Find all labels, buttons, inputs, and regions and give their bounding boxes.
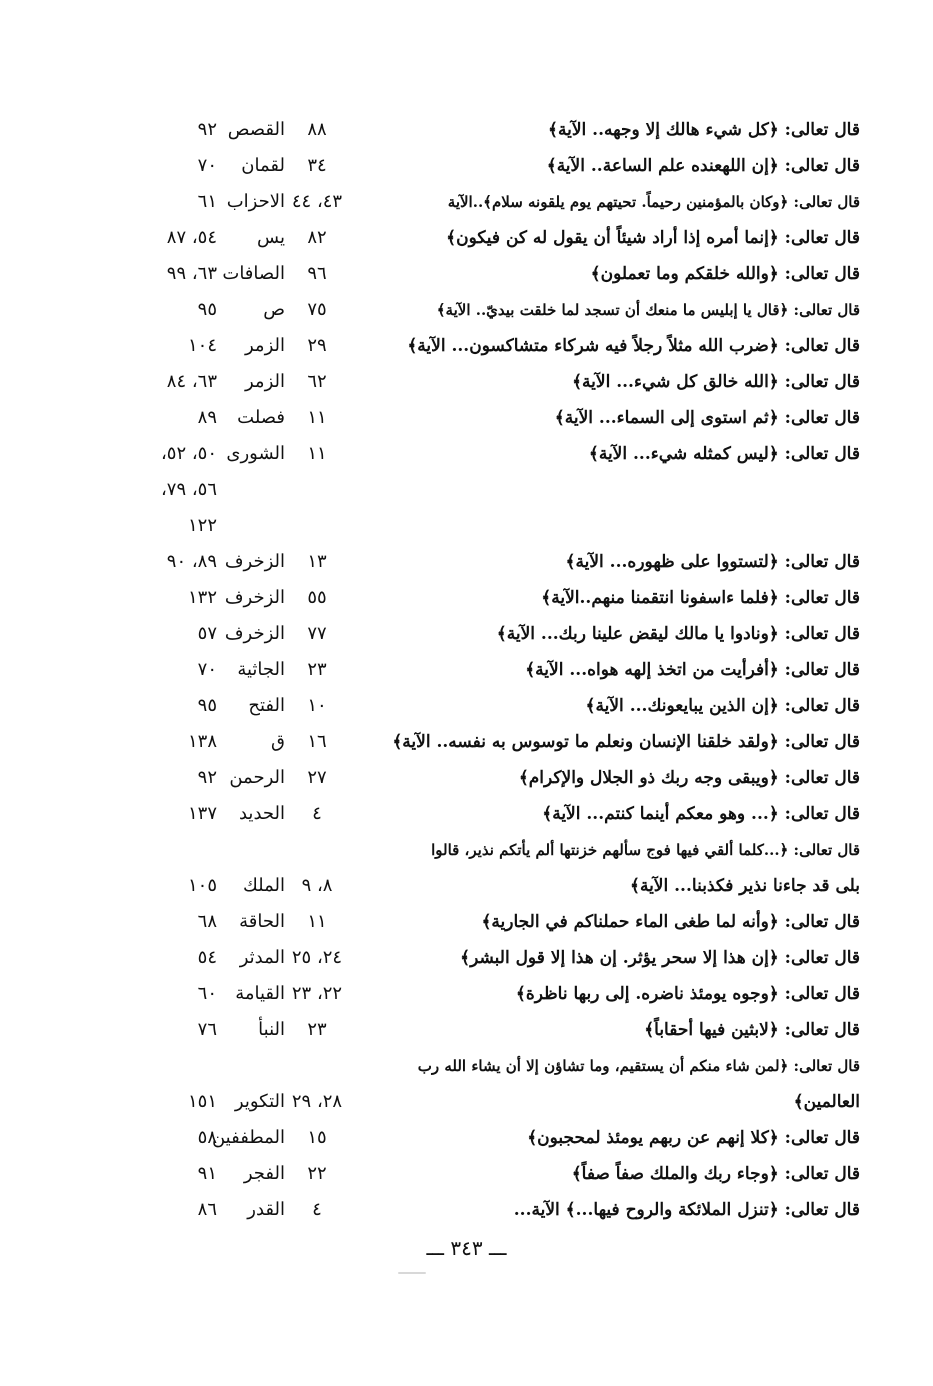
surah-name: الرحمن xyxy=(229,767,285,788)
ayah-number: ٢٣ xyxy=(307,1019,327,1040)
page-references: ١٢٢ xyxy=(187,515,217,536)
ayah-number xyxy=(277,508,357,544)
verse-text: قال تعالى: ﴿إن هذا إلا سحر يؤثر. إن هذا إلا قول البشر﴾ xyxy=(460,948,860,968)
ayah-number: ٣٤ xyxy=(307,155,327,176)
page-references: ٥٤، ٨٧ xyxy=(166,227,217,248)
ayah-number: ٧٥ xyxy=(307,299,327,320)
index-row xyxy=(0,1120,933,1156)
index-row xyxy=(0,832,933,868)
surah-name: الزخرف xyxy=(224,551,285,572)
page-references: ١٣٧ xyxy=(187,803,217,824)
verse-text: قال تعالى: ﴿ثم استوى إلى السماء... الآية﴾ xyxy=(554,408,860,428)
surah-name: الزمر xyxy=(245,335,285,356)
verse-text: قال تعالى: ﴿وأنه لما طغى الماء حملناكم في الجارية﴾ xyxy=(481,912,860,932)
index-row xyxy=(0,796,933,832)
ayah-number: ٢٧ xyxy=(307,767,327,788)
page-references: ٨٩، ٩٠ xyxy=(166,551,217,572)
ayah-number: ١١ xyxy=(307,911,327,932)
index-row xyxy=(0,580,933,616)
page-references: ٥٦، ٧٩، xyxy=(160,479,217,500)
surah-name: يس xyxy=(257,227,285,248)
surah-name: المدثر xyxy=(239,947,285,968)
surah-name: الحديد xyxy=(238,803,285,824)
index-row xyxy=(0,184,933,220)
ayah-number: ٨٢ xyxy=(307,227,327,248)
verse-text: قال تعالى: ﴿والله خلقكم وما تعملون﴾ xyxy=(590,264,860,284)
verse-text: قال تعالى: ﴿... وهو معكم أينما كنتم... الآية﴾ xyxy=(542,804,860,824)
verse-text: قال تعالى: ﴿ولقد خلقنا الإنسان ونعلم ما توسوس به نفسه.. الآية﴾ xyxy=(392,732,860,752)
page-references: ٩٥ xyxy=(197,299,217,320)
page-references: ٨٦ xyxy=(197,1199,217,1220)
page-references: ١٣٢ xyxy=(187,587,217,608)
index-row xyxy=(0,940,933,976)
index-row xyxy=(0,508,933,544)
index-row xyxy=(0,472,933,508)
surah-name: المطففين xyxy=(211,1127,285,1148)
ayah-number: ٩٦ xyxy=(307,263,327,284)
ayah-number xyxy=(277,1048,357,1084)
index-row xyxy=(0,328,933,364)
ayah-number: ١٦ xyxy=(307,731,327,752)
index-row xyxy=(0,1192,933,1228)
ayah-number: ٨، ٩ xyxy=(301,875,333,896)
surah-name: القصص xyxy=(227,119,285,140)
index-row xyxy=(0,1084,933,1120)
surah-name: النبأ xyxy=(258,1019,285,1040)
verse-text: قال تعالى: ﴿لابثين فيها أحقاباً﴾ xyxy=(644,1020,860,1040)
verse-text: قال تعالى: ﴿لمن شاء منكم أن يستقيم، وما تشاؤن إلا أن يشاء الله رب xyxy=(417,1057,860,1075)
verse-text: قال تعالى: ﴿...كلما ألقي فيها فوج سألهم خزنتها ألم يأتكم نذير، قالوا xyxy=(431,841,860,859)
index-row xyxy=(0,220,933,256)
verse-text: قال تعالى: ﴿فلما ءاسفونا انتقمنا منهم..الآية﴾ xyxy=(541,588,860,608)
index-row xyxy=(0,688,933,724)
page-references: ٧٠ xyxy=(197,155,217,176)
surah-name: الزمر xyxy=(245,371,285,392)
ayah-number: ٢٢، ٢٣ xyxy=(291,983,343,1004)
page-references: ١٠٥ xyxy=(187,875,217,896)
surah-name: التكوير xyxy=(234,1091,285,1112)
ayah-number: ٧٧ xyxy=(307,623,327,644)
verse-text: قال تعالى: ﴿ليس كمثله شيء... الآية﴾ xyxy=(588,444,860,464)
verse-text: قال تعالى: ﴿كلا إنهم عن ربهم يومئذ لمحجبون﴾ xyxy=(527,1128,860,1148)
verse-text: قال تعالى: ﴿كل شيء هالك إلا وجهه.. الآية﴾ xyxy=(548,120,860,140)
verse-text: قال تعالى: ﴿الله خالق كل شيء... الآية﴾ xyxy=(572,372,860,392)
page-references: ٥٨ xyxy=(197,1127,217,1148)
verse-text: قال تعالى: ﴿ويبقى وجه ربك ذو الجلال والإكرام﴾ xyxy=(518,768,860,788)
index-row xyxy=(0,1048,933,1084)
surah-name: الحاقة xyxy=(239,911,285,932)
surah-name: الزخرف xyxy=(224,587,285,608)
verse-text: قال تعالى: ﴿لتستووا على ظهوره... الآية﴾ xyxy=(565,552,860,572)
page-references: ٧٠ xyxy=(197,659,217,680)
index-row xyxy=(0,760,933,796)
verse-text: بلى قد جاءنا نذير فكذبنا... الآية﴾ xyxy=(630,876,860,896)
verse-text: قال تعالى: ﴿إنما أمره إذا أراد شيئاً أن يقول له كن فيكون﴾ xyxy=(446,228,860,248)
ayah-number: ٤ xyxy=(312,1199,322,1220)
surah-name: الفجر xyxy=(243,1163,285,1184)
verse-text: قال تعالى: ﴿وكان بالمؤمنين رحيماً. تحيتهم يوم يلقونه سلام﴾..الآية xyxy=(447,193,860,211)
index-row xyxy=(0,400,933,436)
surah-name: ص xyxy=(263,299,285,320)
surah-name: الفتح xyxy=(248,695,285,716)
index-row xyxy=(0,652,933,688)
surah-name: الجاثية xyxy=(237,659,285,680)
index-row xyxy=(0,112,933,148)
page-references: ٥٧ xyxy=(197,623,217,644)
ayah-number: ٨٨ xyxy=(307,119,327,140)
page-references: ٩٢ xyxy=(197,767,217,788)
ayah-number: ٤٣، ٤٤ xyxy=(291,191,343,212)
surah-name: القيامة xyxy=(235,983,285,1004)
ayah-number: ١٥ xyxy=(307,1127,327,1148)
verse-text: قال تعالى: ﴿إن الذين يبايعونك... الآية﴾ xyxy=(585,696,860,716)
page-references: ٦٠ xyxy=(197,983,217,1004)
page-references: ١٣٨ xyxy=(187,731,217,752)
page-references: ٩١ xyxy=(197,1163,217,1184)
page-references: ٦١ xyxy=(197,191,217,212)
surah-name: الاحزاب xyxy=(226,191,285,212)
index-row xyxy=(0,1012,933,1048)
surah-name: الملك xyxy=(242,875,285,896)
verse-text: العالمين﴾ xyxy=(793,1092,860,1112)
index-row xyxy=(0,976,933,1012)
verse-text: قال تعالى: ﴿تنزل الملائكة والروح فيها...﴾ الآية... xyxy=(513,1200,860,1220)
verse-text: قال تعالى: ﴿أفرأيت من اتخذ إلهه هواه... الآية﴾ xyxy=(525,660,860,680)
page-references: ٥٤ xyxy=(197,947,217,968)
index-row xyxy=(0,868,933,904)
page-references: ١٠٤ xyxy=(187,335,217,356)
index-row xyxy=(0,148,933,184)
ayah-number xyxy=(277,832,357,868)
ayah-number: ٢٢ xyxy=(307,1163,327,1184)
ayah-number: ١١ xyxy=(307,443,327,464)
verse-text: قال تعالى: ﴿ضرب الله مثلاً رجلاً فيه شركاء متشاكسون... الآية﴾ xyxy=(407,336,860,356)
index-row xyxy=(0,256,933,292)
index-row xyxy=(0,904,933,940)
index-row xyxy=(0,292,933,328)
ayah-number: ١٣ xyxy=(307,551,327,572)
index-row xyxy=(0,436,933,472)
verse-text: قال تعالى: ﴿ونادوا يا مالك ليقض علينا ربك... الآية﴾ xyxy=(496,624,860,644)
page-references: ٨٩ xyxy=(197,407,217,428)
ayah-number: ٦٢ xyxy=(307,371,327,392)
page-references: ٩٥ xyxy=(197,695,217,716)
ayah-number: ١١ xyxy=(307,407,327,428)
page-references: ٦٣، ٨٤ xyxy=(166,371,217,392)
page-references: ١٥١ xyxy=(187,1091,217,1112)
ayah-number: ٢٨، ٢٩ xyxy=(291,1091,343,1112)
ayah-number: ٢٣ xyxy=(307,659,327,680)
page-references: ٦٨ xyxy=(197,911,217,932)
page-references: ٥٠، ٥٢، xyxy=(160,443,217,464)
index-row xyxy=(0,364,933,400)
ayah-number: ١٠ xyxy=(307,695,327,716)
surah-name: الشورى xyxy=(226,443,285,464)
page-number: ـــ ٣٤٣ ـــ xyxy=(426,1236,507,1260)
surah-name: القدر xyxy=(247,1199,285,1220)
verse-index-table xyxy=(0,112,933,1228)
verse-text: قال تعالى: ﴿وجاء ربك والملك صفاً صفاً﴾ xyxy=(571,1164,860,1184)
page-references: ٧٦ xyxy=(197,1019,217,1040)
page-references: ٦٣، ٩٩ xyxy=(166,263,217,284)
index-row xyxy=(0,1156,933,1192)
index-row xyxy=(0,544,933,580)
surah-name: فصلت xyxy=(237,407,285,428)
index-row xyxy=(0,724,933,760)
surah-name: ق xyxy=(271,731,285,752)
surah-name: لقمان xyxy=(241,155,285,176)
scan-smudge xyxy=(398,1272,426,1274)
ayah-number: ٥٥ xyxy=(307,587,327,608)
verse-text: قال تعالى: ﴿قال يا إبليس ما منعك أن تسجد لما خلقت بيديّ.. الآية﴾ xyxy=(436,301,860,319)
verse-text: قال تعالى: ﴿إن اللهعنده علم الساعة.. الآية﴾ xyxy=(546,156,860,176)
surah-name: الزخرف xyxy=(224,623,285,644)
verse-text: قال تعالى: ﴿وجوه يومئذ ناضره. إلى ربها ناظرة﴾ xyxy=(515,984,860,1004)
page-references: ٩٢ xyxy=(197,119,217,140)
ayah-number: ٢٤، ٢٥ xyxy=(291,947,343,968)
surah-name: الصافات xyxy=(222,263,285,284)
index-row xyxy=(0,616,933,652)
ayah-number: ٤ xyxy=(312,803,322,824)
ayah-number: ٢٩ xyxy=(307,335,327,356)
ayah-number xyxy=(277,472,357,508)
